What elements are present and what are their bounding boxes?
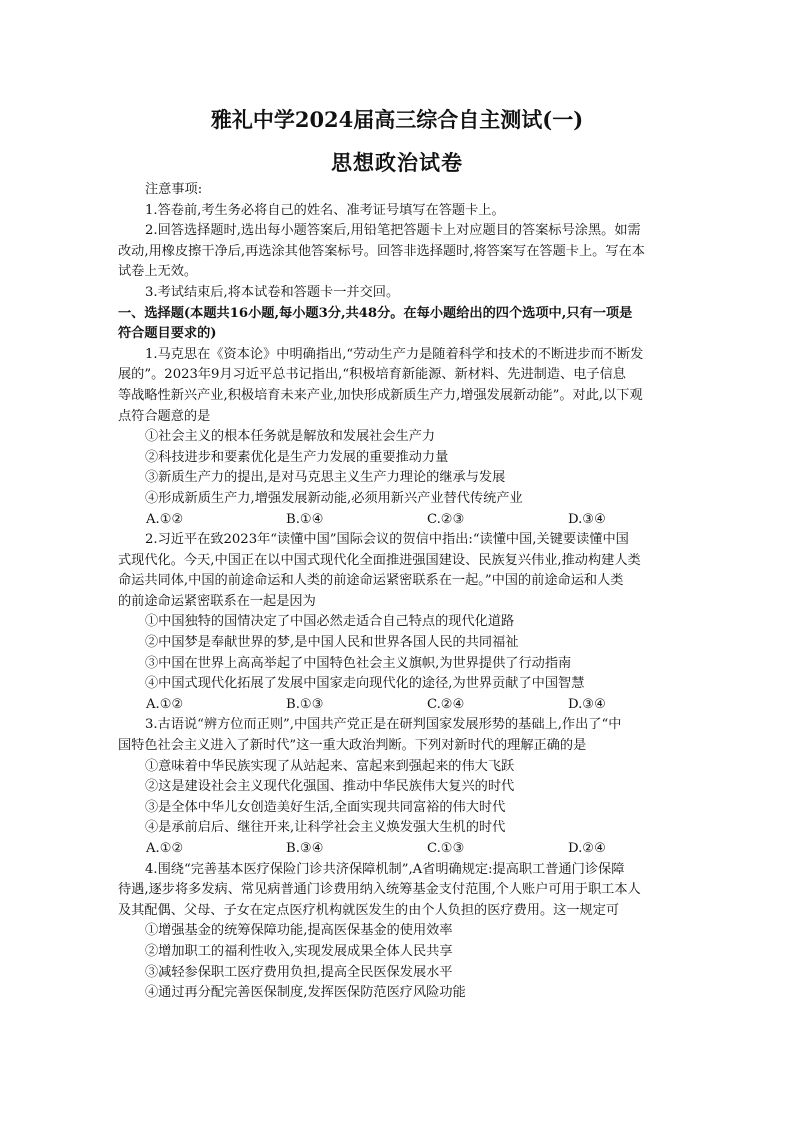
- question-2: [118, 530, 678, 715]
- option-d: D.③④: [568, 511, 606, 527]
- section-heading: [118, 304, 678, 345]
- exam-subject: 思想政治试卷: [331, 150, 463, 175]
- notes-line: 试卷上无效。: [118, 264, 198, 280]
- notes-line: 1.答卷前,考生务必将自己的姓名、准考证号填写在答题卡上。: [145, 202, 505, 218]
- question-item: ③减轻参保职工医疗费用负担,提高全民医保发展水平: [145, 964, 453, 980]
- question-stem-line: 3.古语说“辨方位而正则”,中国共产党正是在研判国家发展形势的基础上,作出了“中: [145, 717, 622, 733]
- question-stem-line: 2.习近平在致2023年“读懂中国”国际会议的贺信中指出:“读懂中国,关键要读懂中国: [145, 532, 629, 548]
- notes-line: 2.回答选择题时,选出每小题答案后,用铅笔把答题卡上对应题目的答案标号涂黑。如需: [145, 223, 641, 239]
- option-d: D.②④: [568, 841, 606, 856]
- question-item: ②中国梦是奉献世界的梦,是中国人民和世界各国人民的共同福祉: [145, 635, 519, 651]
- question-3: [118, 715, 678, 859]
- section-heading-line: 符合题目要求的): [118, 326, 217, 342]
- notes-section: [118, 180, 678, 304]
- option-a: A.①②: [146, 841, 184, 856]
- answer-options: [118, 510, 678, 531]
- question-item: ①增强基金的统筹保障功能,提高医保基金的使用效率: [145, 923, 453, 939]
- notes-line: 3.考试结束后,将本试卷和答题卡一并交回。: [145, 284, 400, 300]
- question-stem-line: 点符合题意的是: [118, 408, 211, 424]
- option-c: C.②④: [427, 696, 465, 712]
- question-stem-line: 命运共同体,中国的前途命运和人类的前途命运紧密联系在一起。”中国的前途命运和人类: [118, 573, 624, 589]
- question-item: ④是承前启后、继往开来,让科学社会主义焕发强大生机的时代: [145, 820, 506, 836]
- question-item: ③新质生产力的提出,是对马克思主义生产力理论的继承与发展: [145, 470, 506, 486]
- question-item: ③是全体中华儿女创造美好生活,全面实现共同富裕的伟大时代: [145, 799, 506, 815]
- question-4: [118, 860, 678, 1004]
- question-stem-line: 待遇,逐步将多发病、常见病普通门诊费用纳入统筹基金支付范围,个人账户可用于职工本人: [118, 882, 641, 898]
- answer-options: [118, 839, 678, 860]
- question-item: ①意味着中华民族实现了从站起来、富起来到强起来的伟大飞跃: [145, 758, 515, 774]
- question-stem-line: 的前途命运紧密联系在一起是因为: [118, 593, 316, 609]
- question-stem-line: 及其配偶、父母、子女在定点医疗机构就医发生的由个人负担的医疗费用。这一规定可: [118, 902, 620, 918]
- exam-title: 雅礼中学2024届高三综合自主测试(一): [210, 107, 584, 132]
- question-item: ②科技进步和要素优化是生产力发展的重要推动力量: [145, 449, 449, 465]
- question-item: ①中国独特的国情决定了中国必然走适合自己特点的现代化道路: [145, 614, 515, 630]
- question-item: ①社会主义的根本任务就是解放和发展社会生产力: [145, 429, 436, 445]
- option-b: B.①④: [286, 511, 324, 527]
- question-1: [118, 345, 678, 530]
- exam-content: [118, 180, 678, 1004]
- option-b: B.①③: [286, 696, 324, 712]
- question-stem-line: 展的”。2023年9月习近平总书记指出,“积极培育新能源、新材料、先进制造、电子信息: [118, 367, 626, 383]
- answer-options: [118, 695, 678, 716]
- question-stem-line: 1.马克思在《资本论》中明确指出,“劳动生产力是随着科学和技术的不断进步而不断发: [145, 346, 644, 362]
- question-item: ②增加职工的福利性收入,实现发展成果全体人民共享: [145, 943, 453, 959]
- question-stem-line: 式现代化。今天,中国正在以中国式现代化全面推进强国建设、民族复兴伟业,推动构建人类: [118, 552, 641, 568]
- question-stem-line: 4.围绕“完善基本医疗保险门诊共济保障机制”,A省明确规定:提高职工普通门诊保障: [145, 861, 625, 877]
- question-stem-line: 国特色社会主义进入了新时代”这一重大政治判断。下列对新时代的理解正确的是: [118, 738, 587, 754]
- option-d: D.③④: [568, 696, 606, 712]
- question-stem-line: 等战略性新兴产业,积极培育未来产业,加快形成新质生产力,增强发展新动能”。对此,以下观: [118, 387, 643, 403]
- question-item: ④中国式现代化拓展了发展中国家走向现代化的途径,为世界贡献了中国智慧: [145, 676, 585, 692]
- question-item: ④形成新质生产力,增强发展新动能,必须用新兴产业替代传统产业: [145, 490, 523, 506]
- option-b: B.③④: [286, 841, 324, 856]
- notes-line: 改动,用橡皮擦干净后,再选涂其他答案标号。回答非选择题时,将答案写在答题卡上。写在本: [118, 243, 645, 259]
- option-a: A.①②: [146, 696, 184, 712]
- section-heading-line: 一、选择题(本题共16小题,每小题3分,共48分。在每小题给出的四个选项中,只有一项是: [118, 305, 633, 321]
- option-c: C.①③: [427, 841, 465, 856]
- option-a: A.①②: [146, 511, 184, 527]
- question-item: ②这是建设社会主义现代化强国、推动中华民族伟大复兴的时代: [145, 779, 515, 795]
- question-item: ④通过再分配完善医保制度,发挥医保防范医疗风险功能: [145, 985, 466, 1001]
- question-item: ③中国在世界上高高举起了中国特色社会主义旗帜,为世界提供了行动指南: [145, 655, 572, 671]
- notes-heading: 注意事项:: [145, 182, 203, 197]
- option-c: C.②③: [427, 511, 465, 527]
